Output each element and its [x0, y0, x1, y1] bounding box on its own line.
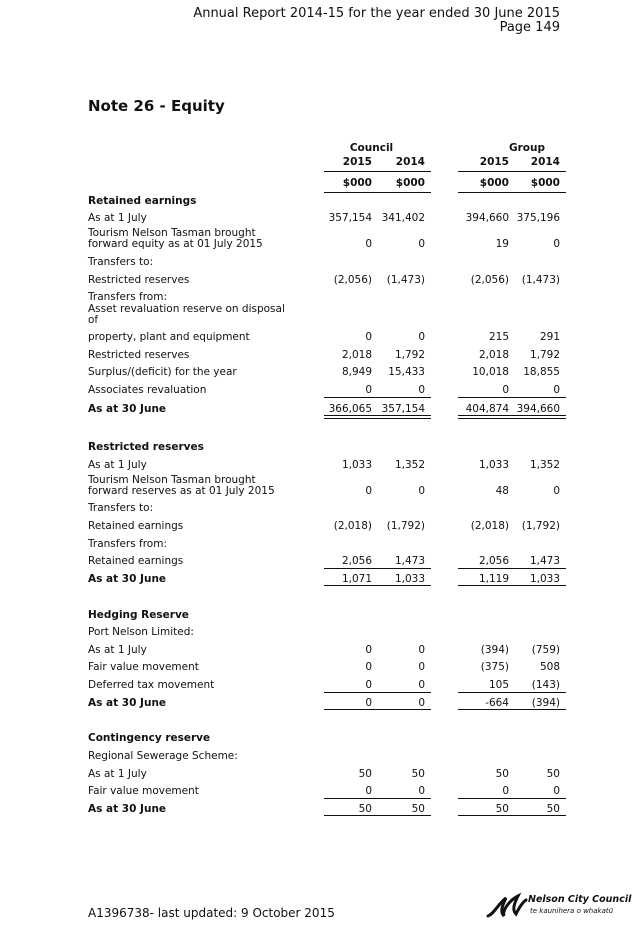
subtotal-rule [324, 798, 431, 799]
row-label: of [88, 314, 99, 326]
row-label: Retained earnings [88, 520, 184, 532]
cell-value: 2,018 [478, 349, 509, 361]
unit-header: $000 [342, 177, 372, 189]
cell-value: (2,056) [333, 274, 372, 286]
page-number: Page 149 [499, 20, 560, 35]
total-value: 50 [358, 803, 372, 815]
unit-header: $000 [479, 177, 509, 189]
cell-value: 15,433 [388, 366, 425, 378]
row-label: forward equity as at 01 July 2015 [88, 238, 263, 250]
cell-value: 1,352 [529, 459, 560, 471]
subtotal-rule [458, 692, 566, 693]
total-value: 1,071 [341, 573, 372, 585]
report-header-title: Annual Report 2014-15 for the year ended 30 June 2015 [193, 6, 560, 21]
total-value: 1,119 [478, 573, 509, 585]
header-rule [458, 171, 566, 172]
year-header: 2015 [479, 156, 509, 168]
row-label: Port Nelson Limited: [88, 626, 194, 638]
row-label: Surplus/(deficit) for the year [88, 366, 237, 378]
cell-value: (2,018) [333, 520, 372, 532]
cell-value: 2,056 [341, 555, 372, 567]
logo-subtitle: te kaunihera o whakatū [530, 907, 614, 915]
total-double-rule [458, 415, 566, 419]
row-label: As at 1 July [88, 459, 147, 471]
cell-value: 2,018 [341, 349, 372, 361]
row-label: property, plant and equipment [88, 331, 250, 343]
year-header: 2014 [395, 156, 425, 168]
row-label: Restricted reserves [88, 349, 190, 361]
cell-value: 0 [365, 785, 372, 797]
row-label: Fair value movement [88, 661, 199, 673]
cell-value: 0 [418, 661, 425, 673]
cell-value: (375) [480, 661, 509, 673]
cell-value: (1,792) [386, 520, 425, 532]
cell-value: (1,473) [386, 274, 425, 286]
note-title: Note 26 - Equity [88, 97, 225, 115]
total-double-rule [324, 415, 431, 419]
cell-value: 508 [539, 661, 560, 673]
total-value: 0 [418, 697, 425, 709]
cell-value: 0 [365, 485, 372, 497]
wave-mark-icon [486, 892, 528, 920]
total-label: As at 30 June [88, 403, 167, 415]
cell-value: 0 [365, 661, 372, 673]
row-label: Transfers from: [88, 538, 168, 550]
row-label: Tourism Nelson Tasman brought [88, 227, 256, 239]
cell-value: (394) [480, 644, 509, 656]
cell-value: (2,056) [470, 274, 509, 286]
row-label: Transfers to: [88, 256, 154, 268]
cell-value: 0 [365, 679, 372, 691]
year-header: 2015 [342, 156, 372, 168]
cell-value: 50 [358, 768, 372, 780]
cell-value: 0 [418, 331, 425, 343]
cell-value: 50 [546, 768, 560, 780]
cell-value: 375,196 [516, 212, 560, 224]
total-rule [458, 709, 566, 710]
total-rule [324, 709, 431, 710]
cell-value: 0 [553, 485, 560, 497]
total-value: 394,660 [516, 403, 560, 415]
unit-header: $000 [530, 177, 560, 189]
row-label: Associates revaluation [88, 384, 207, 396]
cell-value: 0 [365, 331, 372, 343]
section-heading: Hedging Reserve [88, 609, 189, 621]
cell-value: 0 [502, 785, 509, 797]
total-value: 1,033 [394, 573, 425, 585]
cell-value: 0 [418, 785, 425, 797]
cell-value: 215 [488, 331, 509, 343]
cell-value: 0 [502, 384, 509, 396]
cell-value: 341,402 [381, 212, 425, 224]
cell-value: 357,154 [328, 212, 372, 224]
council-column-header: Council [349, 142, 394, 154]
total-label: As at 30 June [88, 697, 167, 709]
header-rule [458, 192, 566, 193]
total-rule [458, 585, 566, 586]
row-label: Fair value movement [88, 785, 199, 797]
row-label: Regional Sewerage Scheme: [88, 750, 238, 762]
total-value: -664 [485, 697, 509, 709]
group-column-header: Group [508, 142, 545, 154]
total-value: 404,874 [465, 403, 509, 415]
cell-value: 0 [365, 644, 372, 656]
row-label: As at 1 July [88, 768, 147, 780]
cell-value: 1,033 [341, 459, 372, 471]
cell-value: 394,660 [465, 212, 509, 224]
total-value: 50 [546, 803, 560, 815]
subtotal-rule [324, 568, 431, 569]
row-label: Restricted reserves [88, 274, 190, 286]
cell-value: (143) [531, 679, 560, 691]
row-label: forward reserves as at 01 July 2015 [88, 485, 275, 497]
cell-value: 105 [488, 679, 509, 691]
cell-value: 8,949 [341, 366, 372, 378]
total-value: 50 [495, 803, 509, 815]
logo-name: Nelson City Council [528, 894, 632, 905]
section-heading: Contingency reserve [88, 732, 211, 744]
cell-value: 1,352 [394, 459, 425, 471]
cell-value: 19 [495, 238, 509, 250]
row-label: As at 1 July [88, 644, 147, 656]
subtotal-rule [324, 692, 431, 693]
cell-value: (1,792) [521, 520, 560, 532]
subtotal-rule [458, 798, 566, 799]
subtotal-rule [324, 397, 431, 398]
unit-header: $000 [395, 177, 425, 189]
cell-value: 0 [418, 679, 425, 691]
total-value: 50 [411, 803, 425, 815]
cell-value: 2,056 [478, 555, 509, 567]
row-label: Tourism Nelson Tasman brought [88, 474, 256, 486]
total-value: 366,065 [328, 403, 372, 415]
cell-value: 48 [495, 485, 509, 497]
total-value: 1,033 [529, 573, 560, 585]
cell-value: 0 [553, 384, 560, 396]
total-value: 0 [365, 697, 372, 709]
cell-value: (1,473) [521, 274, 560, 286]
cell-value: 0 [418, 485, 425, 497]
document-footer: A1396738- last updated: 9 October 2015 [88, 906, 335, 920]
row-label: Transfers to: [88, 502, 154, 514]
total-rule [458, 815, 566, 816]
total-rule [324, 585, 431, 586]
cell-value: 50 [495, 768, 509, 780]
cell-value: 18,855 [523, 366, 560, 378]
year-header: 2014 [530, 156, 560, 168]
row-label: Deferred tax movement [88, 679, 215, 691]
row-label: Transfers from: [88, 291, 168, 303]
total-value: (394) [531, 697, 560, 709]
section-heading: Retained earnings [88, 195, 197, 207]
subtotal-rule [458, 568, 566, 569]
subtotal-rule [458, 397, 566, 398]
cell-value: 0 [418, 644, 425, 656]
cell-value: 291 [539, 331, 560, 343]
cell-value: 0 [365, 238, 372, 250]
cell-value: (759) [531, 644, 560, 656]
cell-value: 0 [553, 238, 560, 250]
cell-value: (2,018) [470, 520, 509, 532]
row-label: Retained earnings [88, 555, 184, 567]
header-rule [324, 192, 431, 193]
council-logo [486, 891, 632, 921]
section-heading: Restricted reserves [88, 441, 204, 453]
cell-value: 1,033 [478, 459, 509, 471]
cell-value: 10,018 [472, 366, 509, 378]
cell-value: 1,792 [394, 349, 425, 361]
cell-value: 1,792 [529, 349, 560, 361]
cell-value: 0 [365, 384, 372, 396]
total-value: 357,154 [381, 403, 425, 415]
cell-value: 0 [418, 384, 425, 396]
header-rule [324, 171, 431, 172]
total-rule [324, 815, 431, 816]
cell-value: 50 [411, 768, 425, 780]
cell-value: 1,473 [529, 555, 560, 567]
cell-value: 0 [418, 238, 425, 250]
row-label: As at 1 July [88, 212, 147, 224]
cell-value: 0 [553, 785, 560, 797]
total-label: As at 30 June [88, 803, 167, 815]
total-label: As at 30 June [88, 573, 167, 585]
row-label: Asset revaluation reserve on disposal [88, 303, 285, 315]
cell-value: 1,473 [394, 555, 425, 567]
